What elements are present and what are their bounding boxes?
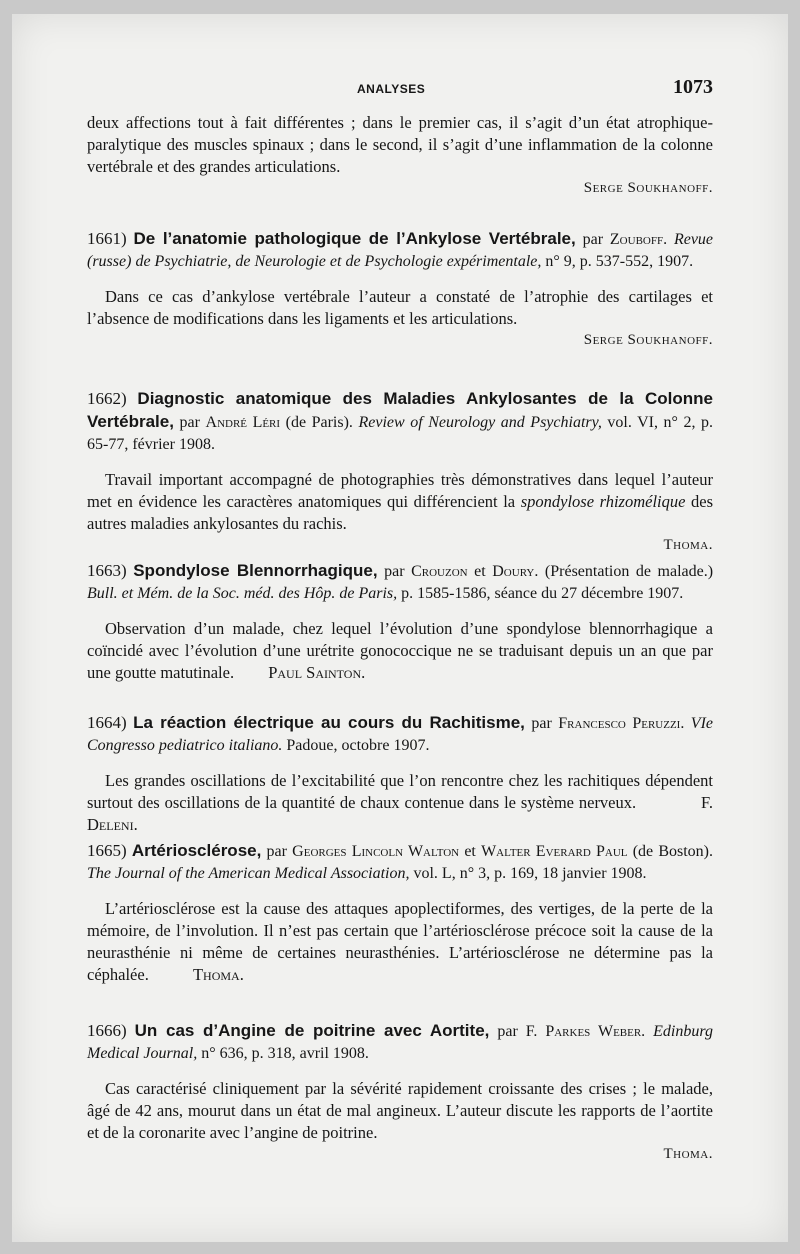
- entry-by: par: [179, 414, 200, 431]
- entry-reference: vol. VI, n° 2, p. 65-77, février 1908.: [87, 414, 714, 453]
- entry-by: par: [531, 715, 552, 732]
- entry-author: Zouboff.: [609, 231, 668, 248]
- entry-author: Francesco Peruzzi.: [558, 715, 685, 732]
- entry-1664-heading: [87, 712, 713, 757]
- entry-presentation: (Présentation de malade.): [544, 563, 714, 580]
- entry-1666: [87, 1020, 713, 1164]
- entry-1664: [87, 712, 713, 836]
- entry-signature: Thoma.: [192, 965, 244, 984]
- entry-author: André Léri: [205, 414, 281, 431]
- entry-title: De l’anatomie pathologique de l’Ankylose Vertébrale,: [133, 229, 576, 248]
- scanned-page: [12, 14, 788, 1242]
- entry-1663: [87, 560, 713, 684]
- entry-by: par: [266, 843, 287, 860]
- entry-and: et: [464, 843, 476, 860]
- intro-paragraph: deux affections tout à fait différentes ; dans le premier cas, il s’agit d’un état atrophique-paralytique des muscles spinaux ; dans le second, il s’agit d’une inflammation de la colonne vertébrale et des grandes articulations.: [87, 113, 713, 176]
- entry-journal: VIe Congresso pediatrico italiano.: [87, 715, 713, 754]
- entry-1663-heading: [87, 560, 713, 605]
- entry-place: (de Boston).: [632, 843, 714, 860]
- entry-author-2: Walter Everard Paul: [481, 843, 628, 860]
- entry-title: Un cas d’Angine de poitrine avec Aortite,: [134, 1021, 490, 1040]
- entry-body-text: L’artériosclérose est la cause des attaques apoplectiformes, des vertiges, de la perte de la mémoire, de l’involution. Il n’est pas certain que l’artériosclérose précoce soit la cause de la neurasthénie ni même de certaines neurasthénies. L’artériosclérose ne détermine pas la céphalée.: [87, 899, 713, 984]
- entry-journal: Revue (russe) de Psychiatrie, de Neurologie et de Psychologie expérimentale,: [87, 231, 714, 270]
- entry-body: [87, 898, 713, 986]
- intro-signature: Serge Soukhanoff.: [583, 180, 713, 196]
- entry-title: Artériosclérose,: [131, 841, 262, 860]
- entry-author: F. Parkes Weber.: [525, 1023, 646, 1040]
- entry-body: [87, 469, 713, 535]
- entry-1665: [87, 840, 713, 986]
- entry-signature: Paul Sainton.: [268, 663, 366, 682]
- entry-1665-heading: [87, 840, 713, 885]
- entry-reference: vol. L, n° 3, p. 169, 18 janvier 1908.: [413, 865, 647, 882]
- entry-body-text-end: des autres maladies ankylosantes du rachis.: [87, 492, 714, 533]
- entry-body: [87, 618, 713, 684]
- entry-number: 1665): [87, 841, 127, 860]
- entry-signature: Serge Soukhanoff.: [583, 332, 713, 348]
- entry-body-italic: spondylose rhizomélique: [520, 492, 686, 511]
- entry-journal: The Journal of the American Medical Association,: [87, 865, 410, 882]
- entry-and: et: [474, 563, 486, 580]
- entry-title: Spondylose Blennorrhagique,: [133, 561, 378, 580]
- page-header: [87, 76, 713, 100]
- entry-1662: [87, 388, 713, 555]
- entry-1666-heading: [87, 1020, 713, 1065]
- entry-journal: Review of Neurology and Psychiatry,: [358, 414, 602, 431]
- entry-journal: Bull. et Mém. de la Soc. méd. des Hôp. de Paris,: [87, 585, 398, 602]
- intro-block: [87, 112, 713, 198]
- entry-body-text: Les grandes oscillations de l’excitabilité que l’on rencontre chez les rachitiques dépendent surtout des oscillations de la quantité de chaux contenue dans le système nerveux.: [87, 771, 713, 812]
- entry-by: par: [384, 563, 405, 580]
- entry-body: Cas caractérisé cliniquement par la sévérité rapidement croissante des crises ; le malade, âgé de 42 ans, mourut dans un état de mal angineux. L’auteur discute les rapports de l’aortite et de la coronarite avec l’angine de poitrine.: [87, 1079, 713, 1142]
- entry-1661: [87, 228, 713, 350]
- entry-reference: p. 1585-1586, séance du 27 décembre 1907.: [401, 585, 684, 602]
- entry-1661-heading: [87, 228, 713, 273]
- entry-author-2: Doury.: [492, 563, 539, 580]
- entry-number: 1661): [87, 229, 127, 248]
- entry-reference: n° 636, p. 318, avril 1908.: [201, 1045, 369, 1062]
- entry-body: [87, 770, 713, 836]
- page-number: 1073: [673, 76, 713, 98]
- entry-reference: Padoue, octobre 1907.: [286, 737, 430, 754]
- entry-number: 1666): [87, 1021, 127, 1040]
- entry-body-text: Observation d’un malade, chez lequel l’évolution d’une spondylose blennorrhagique a coïncidé avec l’évolution d’une urétrite gonococcique ne se traduisant depuis un an que par une goutte matutinale.: [87, 619, 713, 682]
- entry-body: Dans ce cas d’ankylose vertébrale l’auteur a constaté de l’atrophie des cartilages et l’absence de modifications dans les ligaments et les articulations.: [87, 287, 713, 328]
- entry-title: La réaction électrique au cours du Rachitisme,: [133, 713, 525, 732]
- entry-title: Diagnostic anatomique des Maladies Ankylosantes de la Colonne Vertébrale,: [87, 389, 714, 431]
- entry-number: 1664): [87, 713, 127, 732]
- entry-author-1: Crouzon: [411, 563, 468, 580]
- entry-author-1: Georges Lincoln Walton: [292, 843, 460, 860]
- entry-number: 1662): [87, 389, 127, 408]
- entry-signature: Thoma.: [663, 1146, 713, 1162]
- entry-by-word: par: [582, 231, 604, 248]
- entry-number: 1663): [87, 561, 127, 580]
- entry-body-text: Travail important accompagné de photographies très démonstratives dans lequel l’auteur met en évidence les caractères anatomiques qui différencient la: [87, 470, 713, 511]
- entry-1662-heading: [87, 388, 713, 456]
- entry-journal: Edinburg Medical Journal,: [87, 1023, 714, 1062]
- entry-by: par: [497, 1023, 518, 1040]
- entry-signature: Thoma.: [663, 537, 713, 553]
- entry-reference: n° 9, p. 537-552, 1907.: [545, 253, 694, 270]
- entry-place: (de Paris).: [285, 414, 353, 431]
- running-title: ANALYSES: [357, 82, 426, 96]
- entry-signature: F. Deleni.: [87, 793, 713, 834]
